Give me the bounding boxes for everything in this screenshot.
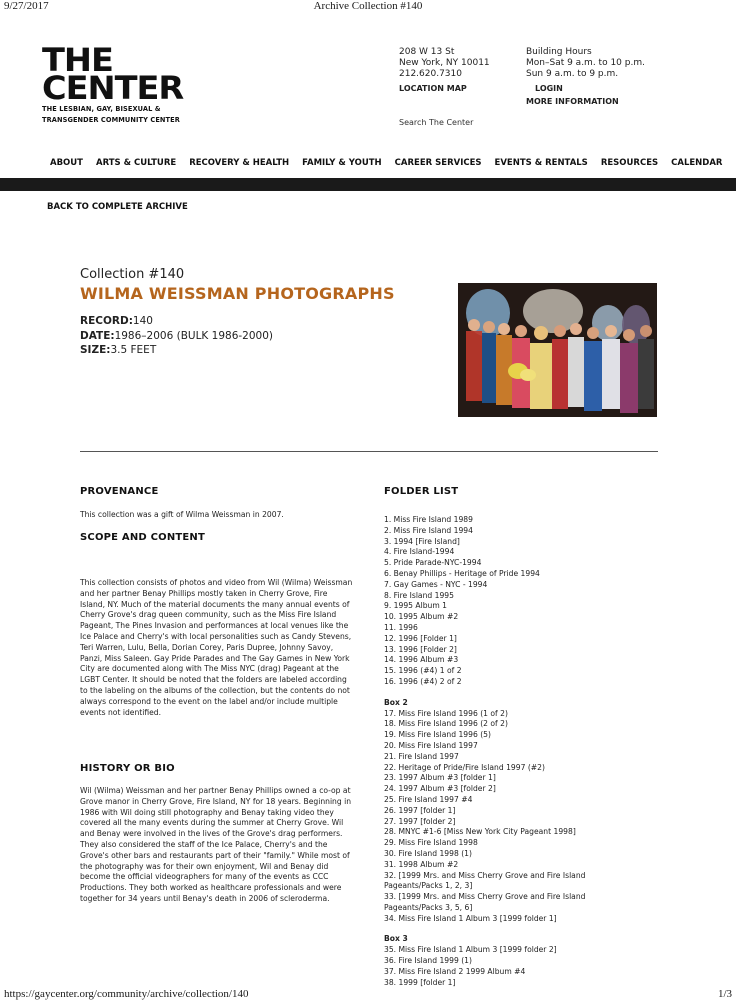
folder-list-item: 14. 1996 Album #3 xyxy=(384,655,459,665)
folder-list-item: 38. 1999 [folder 1] xyxy=(384,977,456,987)
folder-list-item: 12. 1996 [Folder 1] xyxy=(384,633,457,643)
folder-list-heading: FOLDER LIST xyxy=(384,486,459,497)
folder-list-item: 13. 1996 [Folder 2] xyxy=(384,644,457,654)
nav-arts-culture[interactable]: ARTS & CULTURE xyxy=(95,158,177,168)
folder-list-item: 15. 1996 (#4) 1 of 2 xyxy=(384,666,462,676)
print-page-number: 1/3 xyxy=(717,988,732,1000)
nav-family-youth[interactable]: FAMILY & YOUTH xyxy=(302,158,382,168)
box-3-label: Box 3 xyxy=(384,934,408,944)
address-street: 208 W 13 St xyxy=(399,47,455,57)
hours-sunday: Sun 9 a.m. to 9 p.m. xyxy=(526,69,619,79)
folder-list-item: 26. 1997 [folder 1] xyxy=(384,805,456,815)
provenance-text: This collection was a gift of Wilma Weissman in 2007. xyxy=(80,510,284,519)
folder-list-item: 16. 1996 (#4) 2 of 2 xyxy=(384,676,462,686)
nav-recovery-health[interactable]: RECOVERY & HEALTH xyxy=(189,158,290,168)
folder-list-item: 1. Miss Fire Island 1989 xyxy=(384,515,473,524)
record-label: RECORD: xyxy=(80,315,133,327)
folder-group-box-1 xyxy=(384,515,684,688)
main-nav xyxy=(50,158,735,168)
folder-list-item: Pageants/Packs 1, 2, 3] xyxy=(384,881,473,891)
folder-list-item: 18. Miss Fire Island 1996 (2 of 2) xyxy=(384,719,508,729)
record-value: 140 xyxy=(132,315,153,327)
hours-weekday: Mon–Sat 9 a.m. to 10 p.m. xyxy=(526,58,645,68)
folder-list-item: 20. Miss Fire Island 1997 xyxy=(384,740,478,750)
address-block xyxy=(399,47,490,94)
folder-list-item: 24. 1997 Album #3 [folder 2] xyxy=(384,784,496,794)
history-heading: HISTORY OR BIO xyxy=(80,763,175,774)
collection-meta xyxy=(80,314,273,358)
folder-list-item: 21. Fire Island 1997 xyxy=(384,751,459,761)
logo-subtitle-1: THE LESBIAN, GAY, BISEXUAL & xyxy=(42,105,161,113)
print-url: https://gaycenter.org/community/archive/collection/140 xyxy=(4,988,249,1000)
scope-heading: SCOPE AND CONTENT xyxy=(80,532,206,543)
history-text: Wil (Wilma) Weissman and her partner Benay Phillips owned a co-op at Grove manor in Cherry Grove, Fire Island, NY for 18 years. Beginning in 1986 with Wil doing still photography and Benay taking video they covered all the many events during the summer at Cherry Grove. Wil and Benay were involved in the lives of the Grove's drag performers. They also considered the staff of the Ice Palace, Cherry's and the Grove's other bars and restaurants part of their "family." While most of the photography was for their own enjoyment, Wil and Benay did become the official videographers for many of the events as CCC Productions. They both worked as healthcare professionals and were together for 34 years until Benay's death in 2006 of scleroderma. xyxy=(80,786,352,903)
folder-list-item: 7. Gay Games - NYC - 1994 xyxy=(384,579,488,589)
address-phone: 212.620.7310 xyxy=(399,69,462,79)
print-title: Archive Collection #140 xyxy=(313,0,423,12)
collection-number: Collection #140 xyxy=(80,267,185,282)
folder-list-item: 31. 1998 Album #2 xyxy=(384,859,459,869)
folder-group-box-2 xyxy=(384,709,684,925)
nav-about[interactable]: ABOUT xyxy=(50,158,83,168)
header-divider-bar xyxy=(0,178,736,191)
folder-list-item: 33. [1999 Mrs. and Miss Cherry Grove and Fire Island xyxy=(384,892,586,902)
logo-line-the: THE xyxy=(42,41,113,79)
folder-group-box-3 xyxy=(384,945,684,988)
size-value: 3.5 FEET xyxy=(110,344,157,356)
box-2-label: Box 2 xyxy=(384,697,408,707)
folder-list-item: 37. Miss Fire Island 2 1999 Album #4 xyxy=(384,966,526,976)
folder-list-item: 3. 1994 [Fire Island] xyxy=(384,536,460,546)
hours-block xyxy=(526,47,645,107)
collection-photo xyxy=(458,283,657,417)
folder-list-item: 6. Benay Phillips - Heritage of Pride 1994 xyxy=(384,568,540,578)
date-value: 1986–2006 (BULK 1986-2000) xyxy=(114,329,273,342)
address-city: New York, NY 10011 xyxy=(399,58,490,68)
folder-list-item: 8. Fire Island 1995 xyxy=(384,590,454,600)
logo-line-center: CENTER xyxy=(42,69,184,107)
folder-list-item: 9. 1995 Album 1 xyxy=(384,601,447,611)
nav-career-services[interactable]: CAREER SERVICES xyxy=(394,158,482,168)
folder-list-item: 4. Fire Island-1994 xyxy=(384,547,455,557)
folder-list-item: 29. Miss Fire Island 1998 xyxy=(384,838,478,848)
hours-title: Building Hours xyxy=(526,47,592,57)
folder-list-item: 19. Miss Fire Island 1996 (5) xyxy=(384,730,491,740)
nav-events-rentals[interactable]: EVENTS & RENTALS xyxy=(494,158,588,168)
folder-list-item: 34. Miss Fire Island 1 Album 3 [1999 folder 1] xyxy=(384,913,557,923)
search-input[interactable]: Search The Center xyxy=(399,118,474,127)
location-map-link[interactable]: LOCATION MAP xyxy=(399,84,467,93)
folder-list-item: 5. Pride Parade-NYC-1994 xyxy=(384,558,482,568)
more-information-link[interactable]: MORE INFORMATION xyxy=(526,97,619,106)
logo-subtitle-2: TRANSGENDER COMMUNITY CENTER xyxy=(42,116,180,124)
folder-list-item: 25. Fire Island 1997 #4 xyxy=(384,794,473,804)
folder-list-item: 23. 1997 Album #3 [folder 1] xyxy=(384,773,496,783)
date-label: DATE: xyxy=(80,329,115,342)
size-label: SIZE: xyxy=(80,344,111,356)
folder-list-item: 22. Heritage of Pride/Fire Island 1997 (#2) xyxy=(384,762,545,772)
content-divider xyxy=(80,451,658,452)
folder-list-item: 10. 1995 Album #2 xyxy=(384,612,459,622)
folder-list-item: 17. Miss Fire Island 1996 (1 of 2) xyxy=(384,708,508,718)
collection-title: WILMA WEISSMAN PHOTOGRAPHS xyxy=(80,284,395,303)
nav-resources[interactable]: RESOURCES xyxy=(600,158,659,168)
login-link[interactable]: LOGIN xyxy=(535,84,563,93)
folder-list xyxy=(384,515,684,988)
folder-list-item: 27. 1997 [folder 2] xyxy=(384,816,456,826)
folder-list-item: 30. Fire Island 1998 (1) xyxy=(384,848,472,858)
center-logo[interactable] xyxy=(42,41,202,124)
scope-text: This collection consists of photos and video from Wil (Wilma) Weissman and her partner Benay Phillips mostly taken in Cherry Grove, Fire Island, NY. Much of the material documents the many annual events of Cherry Grove's drag queen community, such as the Miss Fire Island Pageant, The Pines Invasion and performances at local venues like the Ice Palace and Cherry's with local personalities such as Candy Stevens, Teri Warren, Lulu, Bella, Dorian Corey, Paris Dupree, Johnny Savoy, Panzi, Miss Saleen. Gay Pride Parades and The Gay Games in New York City are documented along with The Miss NYC (drag) Pageant at the LGBT Center. It should be noted that the folders are labeled according to the labeling on the albums of the collection, but the contents do not always correspond to the event on the label and/or include multiple events not identified. xyxy=(80,578,353,717)
folder-list-item: 36. Fire Island 1999 (1) xyxy=(384,956,472,966)
folder-list-item: Pageants/Packs 3, 5, 6] xyxy=(384,902,473,912)
folder-list-item: 2. Miss Fire Island 1994 xyxy=(384,525,473,535)
folder-list-item: 32. [1999 Mrs. and Miss Cherry Grove and Fire Island xyxy=(384,870,586,880)
folder-list-item: 28. MNYC #1-6 [Miss New York City Pageant 1998] xyxy=(384,827,576,837)
back-to-archive-link[interactable]: BACK TO COMPLETE ARCHIVE xyxy=(47,202,188,212)
print-date: 9/27/2017 xyxy=(4,0,49,12)
folder-list-item: 11. 1996 xyxy=(384,622,418,632)
provenance-heading: PROVENANCE xyxy=(80,486,159,497)
nav-calendar[interactable]: CALENDAR xyxy=(671,158,723,168)
folder-list-item: 35. Miss Fire Island 1 Album 3 [1999 folder 2] xyxy=(384,945,557,955)
